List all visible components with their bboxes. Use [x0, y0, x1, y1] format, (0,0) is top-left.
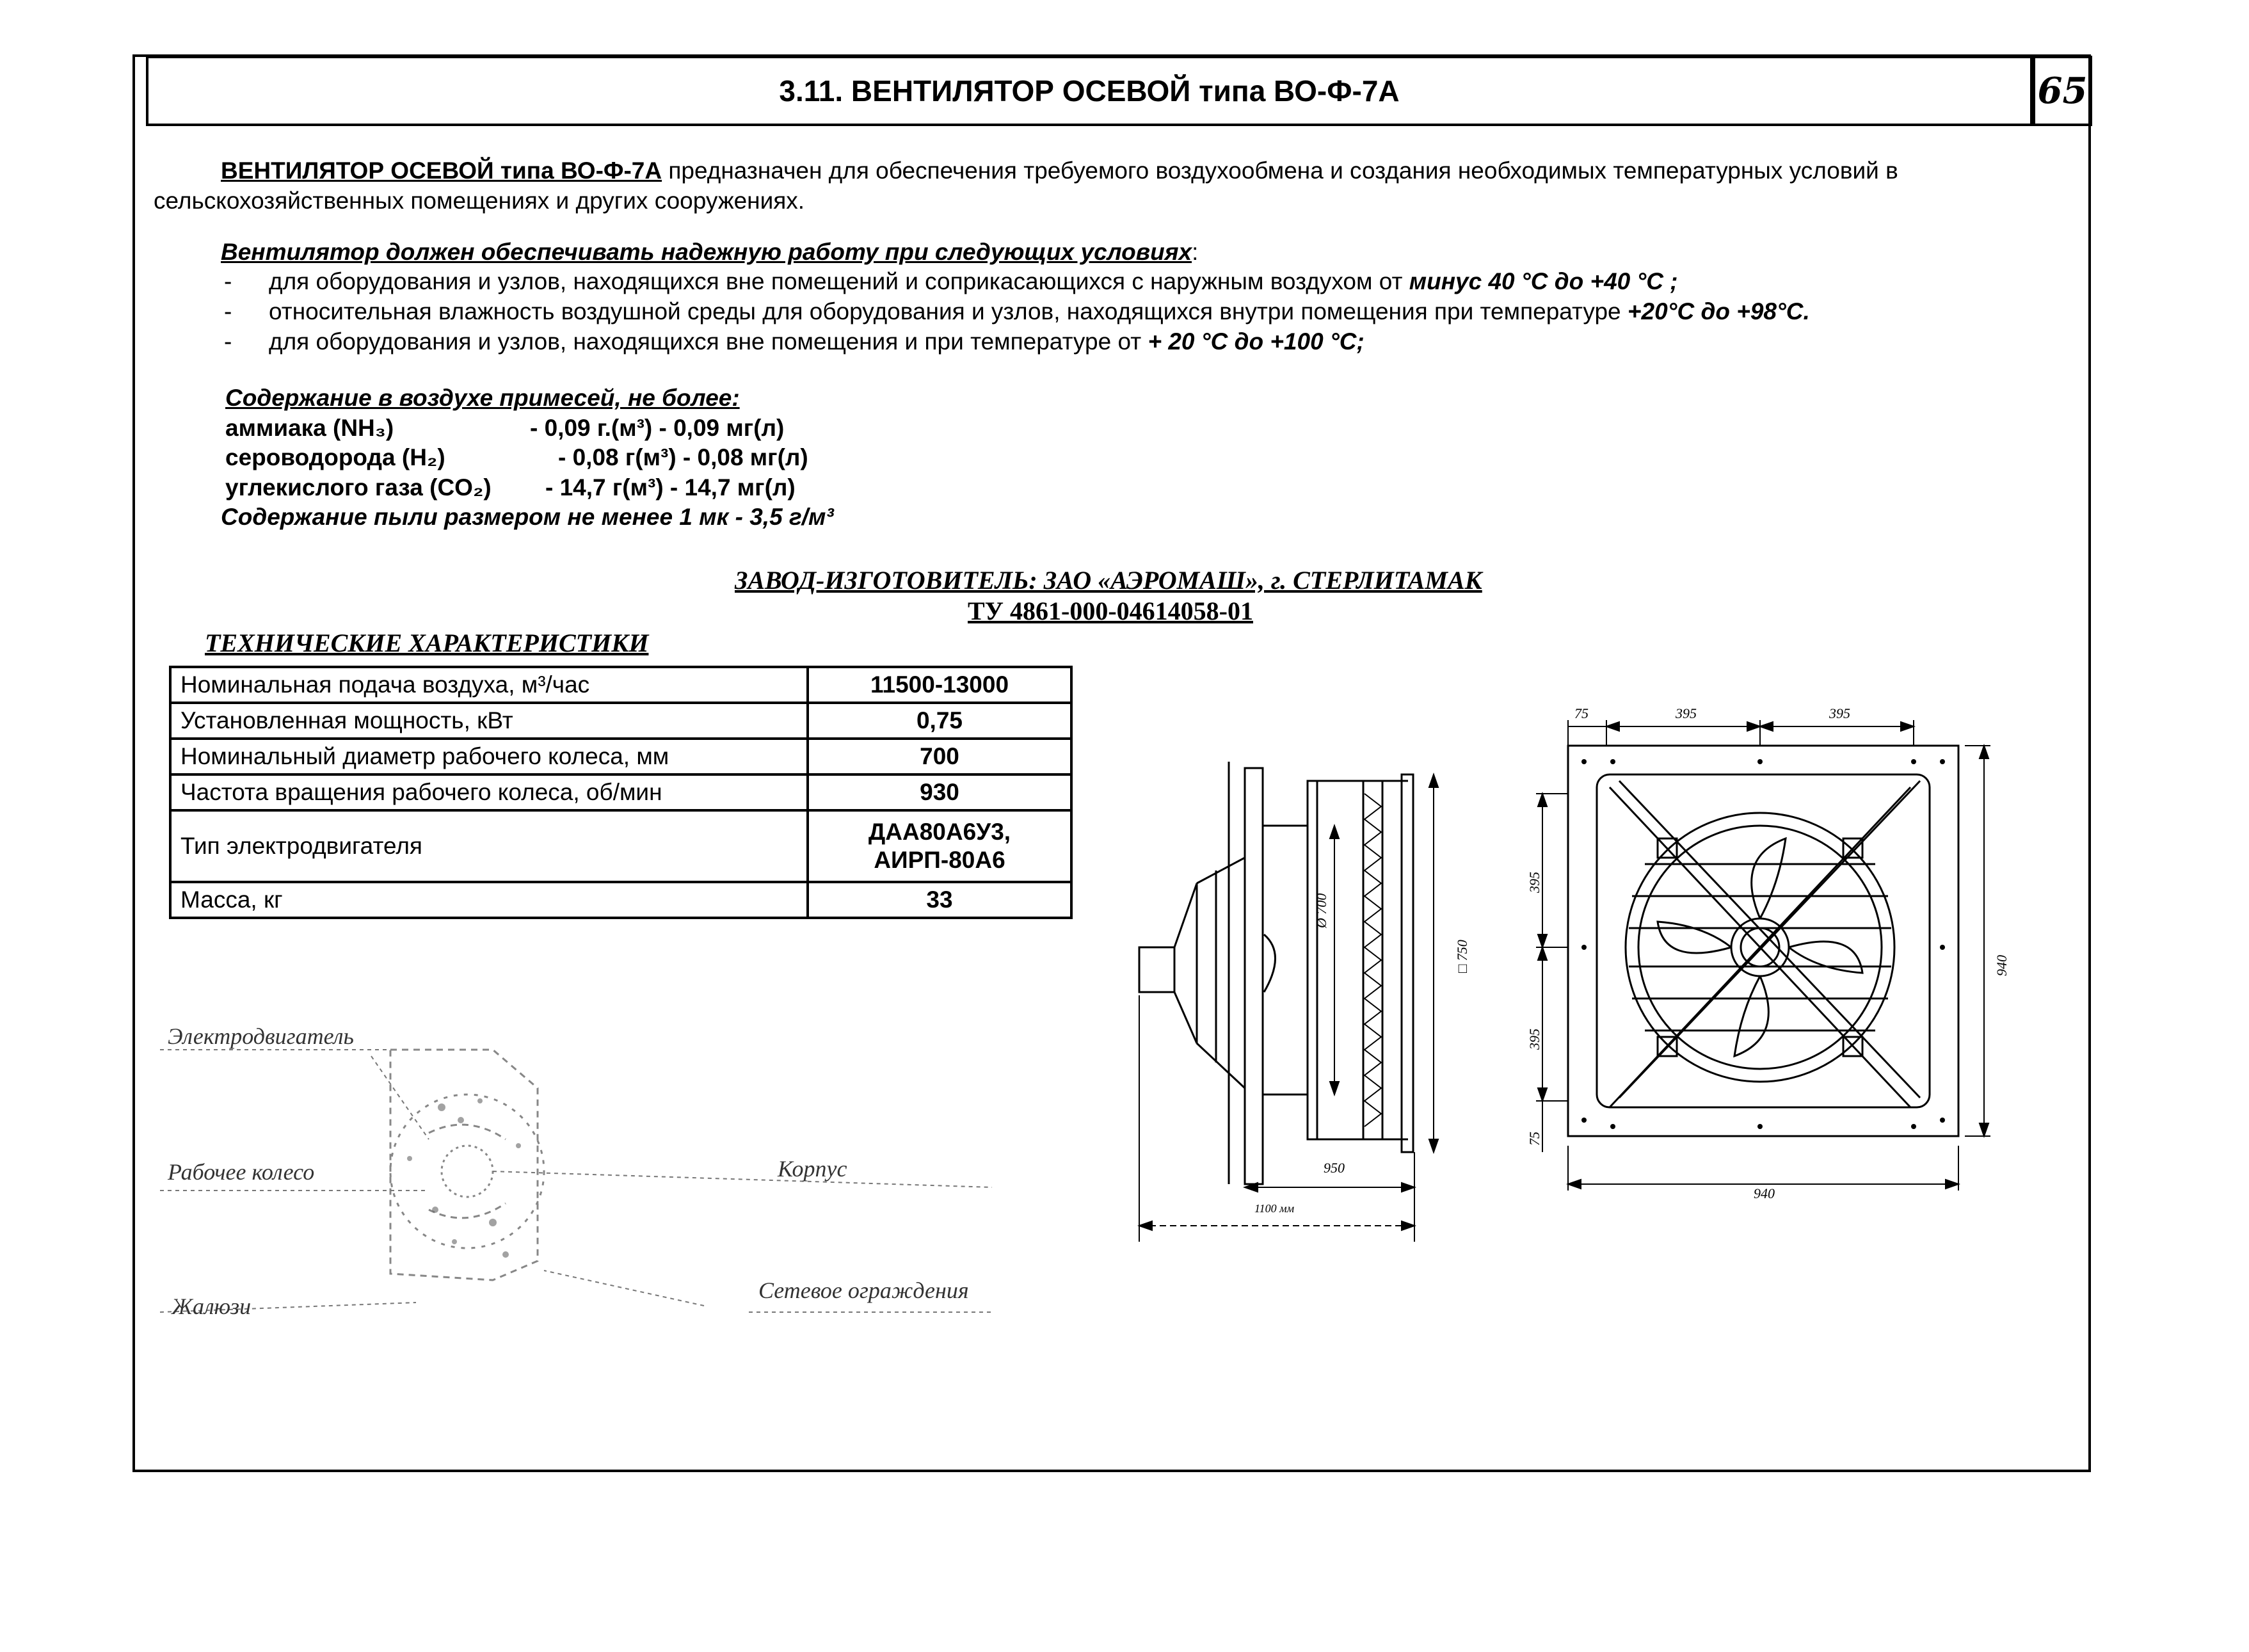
tu-number: ТУ 4861-000-04614058-01 [968, 597, 1253, 625]
page-title: 3.11. ВЕНТИЛЯТОР ОСЕВОЙ типа ВО-Ф-7А [779, 74, 1400, 108]
impurity-name-3: углекислого газа (CO₂) [225, 474, 492, 501]
side-view-drawing [1126, 742, 1459, 1255]
spec-value: 930 [808, 774, 1071, 810]
dim-750: □ 750 [1454, 940, 1470, 973]
dim-395-left-2: 395 [1526, 1029, 1542, 1050]
condition-item-3: - для оборудования и узлов, находящихся вне помещения и при температуре от + 20 °С до +100 °С; [224, 328, 1365, 355]
spec-label: Номинальная подача воздуха, м³/час [170, 667, 808, 703]
spec-label: Частота вращения рабочего колеса, об/мин [170, 774, 808, 810]
impurity-name-1: аммиака (NH₃) [225, 415, 394, 441]
spec-value: 0,75 [808, 703, 1071, 739]
intro-text: предназначен для обеспечения требуемого воздухообмена и создания необходимых температурных условий в [662, 157, 1898, 184]
impurity-name-2: сероводорода (H₂) [225, 444, 445, 470]
page-number: 65 [2037, 70, 2088, 112]
spec-value: ДАА80А6У3, АИРП-80А6 [808, 810, 1071, 882]
impurity-value-3: - 14,7 г(м³) - 14,7 мг(л) [545, 474, 796, 501]
spec-label: Номинальный диаметр рабочего колеса, мм [170, 739, 808, 774]
dim-395-top: 395 [1676, 705, 1697, 721]
spec-value: 33 [808, 882, 1071, 918]
product-name: ВЕНТИЛЯТОР ОСЕВОЙ типа ВО-Ф-7А [221, 157, 662, 184]
dim-940-right: 940 [1994, 955, 2010, 976]
label-motor: Электродвигатель [168, 1023, 354, 1049]
dim-940-bottom: 940 [1754, 1185, 1775, 1201]
specs-heading: ТЕХНИЧЕСКИЕ ХАРАКТЕРИСТИКИ [205, 629, 649, 657]
manufacturer: ЗАВОД-ИЗГОТОВИТЕЛЬ: ЗАО «АЭРОМАШ», г. СТЕРЛИТАМАК [735, 566, 1482, 595]
dim-950: 950 [1324, 1160, 1345, 1176]
spec-value: 11500-13000 [808, 667, 1071, 703]
spec-label: Масса, кг [170, 882, 808, 918]
specs-table [169, 666, 1073, 919]
condition-item-2: - относительная влажность воздушной среды для оборудования и узлов, находящихся внутри помещения при температуре +20°С до +98°С. [224, 298, 1810, 325]
conditions-heading: Вентилятор должен обеспечивать надежную работу при следующих условиях [221, 239, 1192, 265]
front-view-drawing [1523, 704, 2010, 1216]
label-guard: Сетевое ограждения [758, 1278, 969, 1303]
label-impeller: Рабочее колесо [168, 1159, 315, 1185]
impurity-value-1: - 0,09 г.(м³) - 0,09 мг(л) [530, 415, 785, 441]
intro-line-1 [221, 157, 1898, 185]
dim-1100: 1100 мм [1254, 1202, 1295, 1215]
impurity-value-2: - 0,08 г(м³) - 0,08 мг(л) [558, 444, 808, 470]
dim-700: Ø 700 [1313, 893, 1329, 928]
intro-line-2: сельскохозяйственных помещениях и других сооружениях. [154, 188, 805, 214]
title-bar [146, 56, 2033, 126]
impurities-heading: Содержание в воздухе примесей, не более: [225, 385, 740, 411]
dim-75-top: 75 [1574, 705, 1589, 721]
table-row [170, 703, 1071, 739]
dim-75-left: 75 [1526, 1132, 1542, 1146]
dim-395-left: 395 [1526, 872, 1542, 893]
table-row [170, 667, 1071, 703]
label-louvers: Жалюзи [172, 1294, 252, 1319]
table-row [170, 882, 1071, 918]
spec-value: 700 [808, 739, 1071, 774]
dim-395-top-2: 395 [1829, 705, 1850, 721]
table-row [170, 810, 1071, 882]
conditions-heading-row: Вентилятор должен обеспечивать надежную работу при следующих условиях: [221, 239, 1199, 265]
spec-label: Тип электродвигателя [170, 810, 808, 882]
dust-content: Содержание пыли размером не менее 1 мк - 3,5 г/м³ [221, 504, 834, 530]
label-housing: Корпус [778, 1156, 847, 1182]
page-number-box [2033, 56, 2092, 126]
spec-label: Установленная мощность, кВт [170, 703, 808, 739]
condition-item-1: - для оборудования и узлов, находящихся вне помещений и соприкасающихся с наружным воздухом от минус 40 °С до +40 °С ; [224, 268, 1678, 294]
table-row [170, 774, 1071, 810]
fan-photo [160, 1018, 1024, 1363]
table-row [170, 739, 1071, 774]
